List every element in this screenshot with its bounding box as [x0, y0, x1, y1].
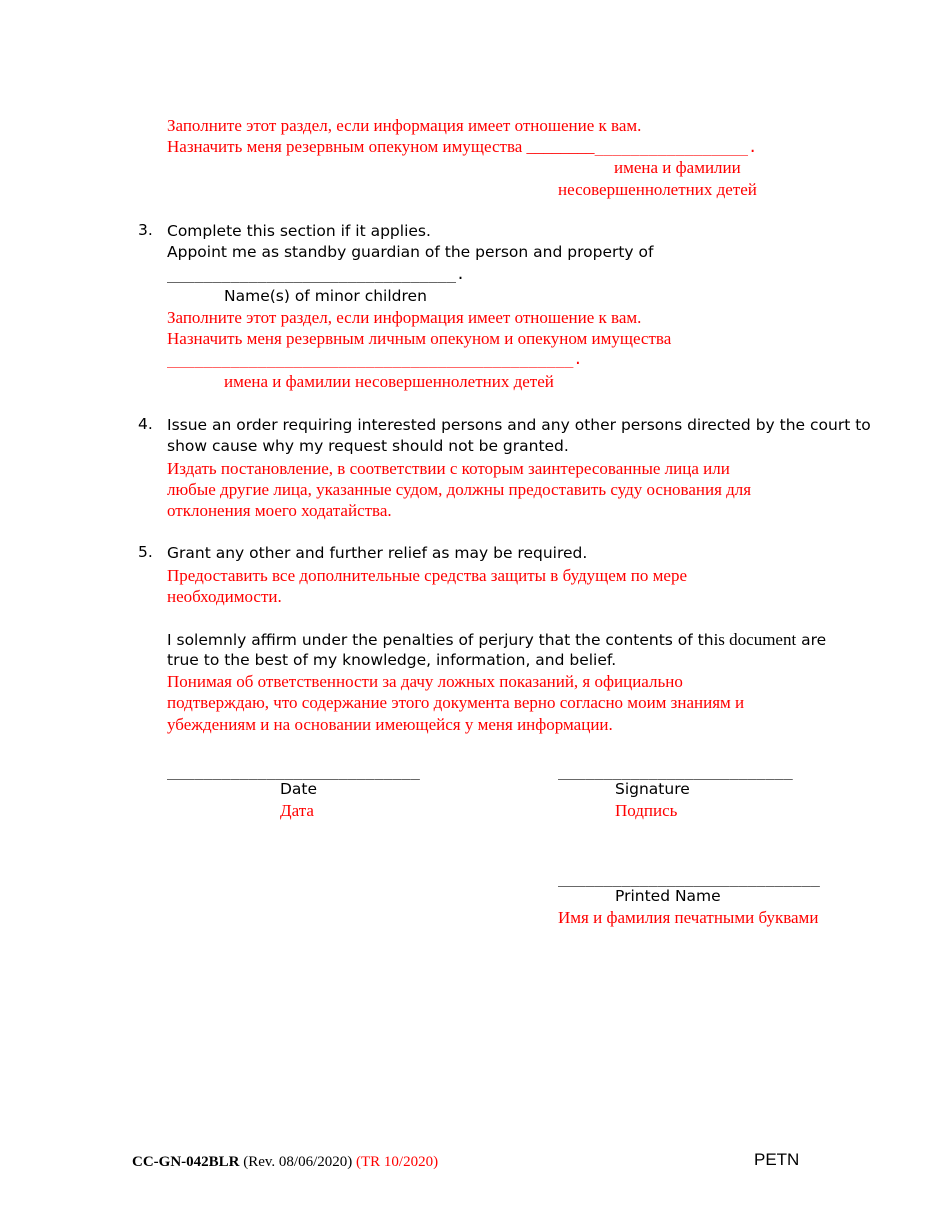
- top-ru-line2-blank: _________________.: [594, 138, 758, 156]
- item5-ru-line1: Предоставить все дополнительные средства защиты в будущем по мере: [167, 566, 687, 585]
- item3-number: 3.: [138, 221, 153, 239]
- item5-ru-line2: необходимости.: [167, 587, 282, 606]
- printed-name-line: _____________________________: [558, 869, 820, 887]
- item3-ru-blank: _____________________________________________.: [167, 350, 583, 368]
- item5-number: 5.: [138, 543, 153, 561]
- item3-en-label: Name(s) of minor children: [224, 287, 427, 305]
- date-line: ____________________________: [167, 762, 420, 780]
- affirm-ru-line1: Понимая об ответственности за дачу ложных показаний, я официально: [167, 672, 683, 691]
- item3-ru-line2: Назначить меня резервным личным опекуном и опекуном имущества: [167, 329, 672, 348]
- item4-ru-line2: любые другие лица, указанные судом, должны предоставить суду основания для: [167, 480, 752, 499]
- footer-form-code: [132, 1154, 438, 1171]
- item3-en-line1: Complete this section if it applies.: [167, 222, 431, 240]
- printed-name-label-ru: Имя и фамилия печатными буквами: [558, 908, 819, 927]
- item3-ru-label: имена и фамилии несовершеннолетних детей: [224, 372, 554, 391]
- affirm-ru-line2: подтверждаю, что содержание этого документа верно согласно моим знаниям и: [167, 693, 745, 712]
- footer-petn: PETN: [754, 1150, 800, 1169]
- item4-en-line2: show cause why my request should not be granted.: [167, 437, 569, 455]
- printed-name-label: Printed Name: [615, 887, 721, 905]
- item4-ru-line3: отклонения моего ходатайства.: [167, 501, 392, 520]
- item5-en-line1: Grant any other and further relief as may be required.: [167, 544, 588, 562]
- item3-blank: ________________________________.: [167, 265, 466, 283]
- top-ru-line2-text: Назначить меня резервным опекуном имущества ________: [167, 137, 595, 156]
- top-ru-line2: [167, 136, 757, 158]
- item3-ru-line1: Заполните этот раздел, если информация имеет отношение к вам.: [167, 308, 642, 327]
- affirm-en-line2: true to the best of my knowledge, information, and belief.: [167, 651, 617, 669]
- date-label: Date: [280, 780, 318, 798]
- item4-en-line1: Issue an order requiring interested persons and any other persons directed by the court to: [167, 416, 871, 434]
- affirm-en-line1a: I solemnly affirm under the penalties of perjury that the contents of th: [167, 631, 714, 649]
- signature-label-ru: Подпись: [615, 801, 678, 820]
- top-ru-line1: Заполните этот раздел, если информация имеет отношение к вам.: [167, 116, 642, 135]
- affirm-en-line1c: are: [796, 631, 827, 649]
- top-ru-label1: имена и фамилии: [614, 158, 741, 177]
- affirm-ru-line3: убеждениям и на основании имеющейся у меня информации.: [167, 715, 613, 734]
- item3-en-line2: Appoint me as standby guardian of the person and property of: [167, 243, 654, 261]
- signature-label: Signature: [615, 780, 690, 798]
- date-label-ru: Дата: [280, 801, 314, 820]
- affirm-en-line1: [167, 629, 826, 651]
- affirm-en-line1b: is document: [713, 630, 797, 649]
- footer-tr: (TR 10/2020): [352, 1154, 439, 1170]
- item4-ru-line1: Издать постановление, в соответствии с которым заинтересованные лица или: [167, 459, 730, 478]
- footer-code: CC-GN-042BLR: [132, 1154, 240, 1170]
- footer-rev: (Rev. 08/06/2020): [239, 1154, 353, 1170]
- top-ru-label2: несовершеннолетних детей: [558, 180, 757, 199]
- signature-line: __________________________: [558, 762, 793, 780]
- item4-number: 4.: [138, 415, 153, 433]
